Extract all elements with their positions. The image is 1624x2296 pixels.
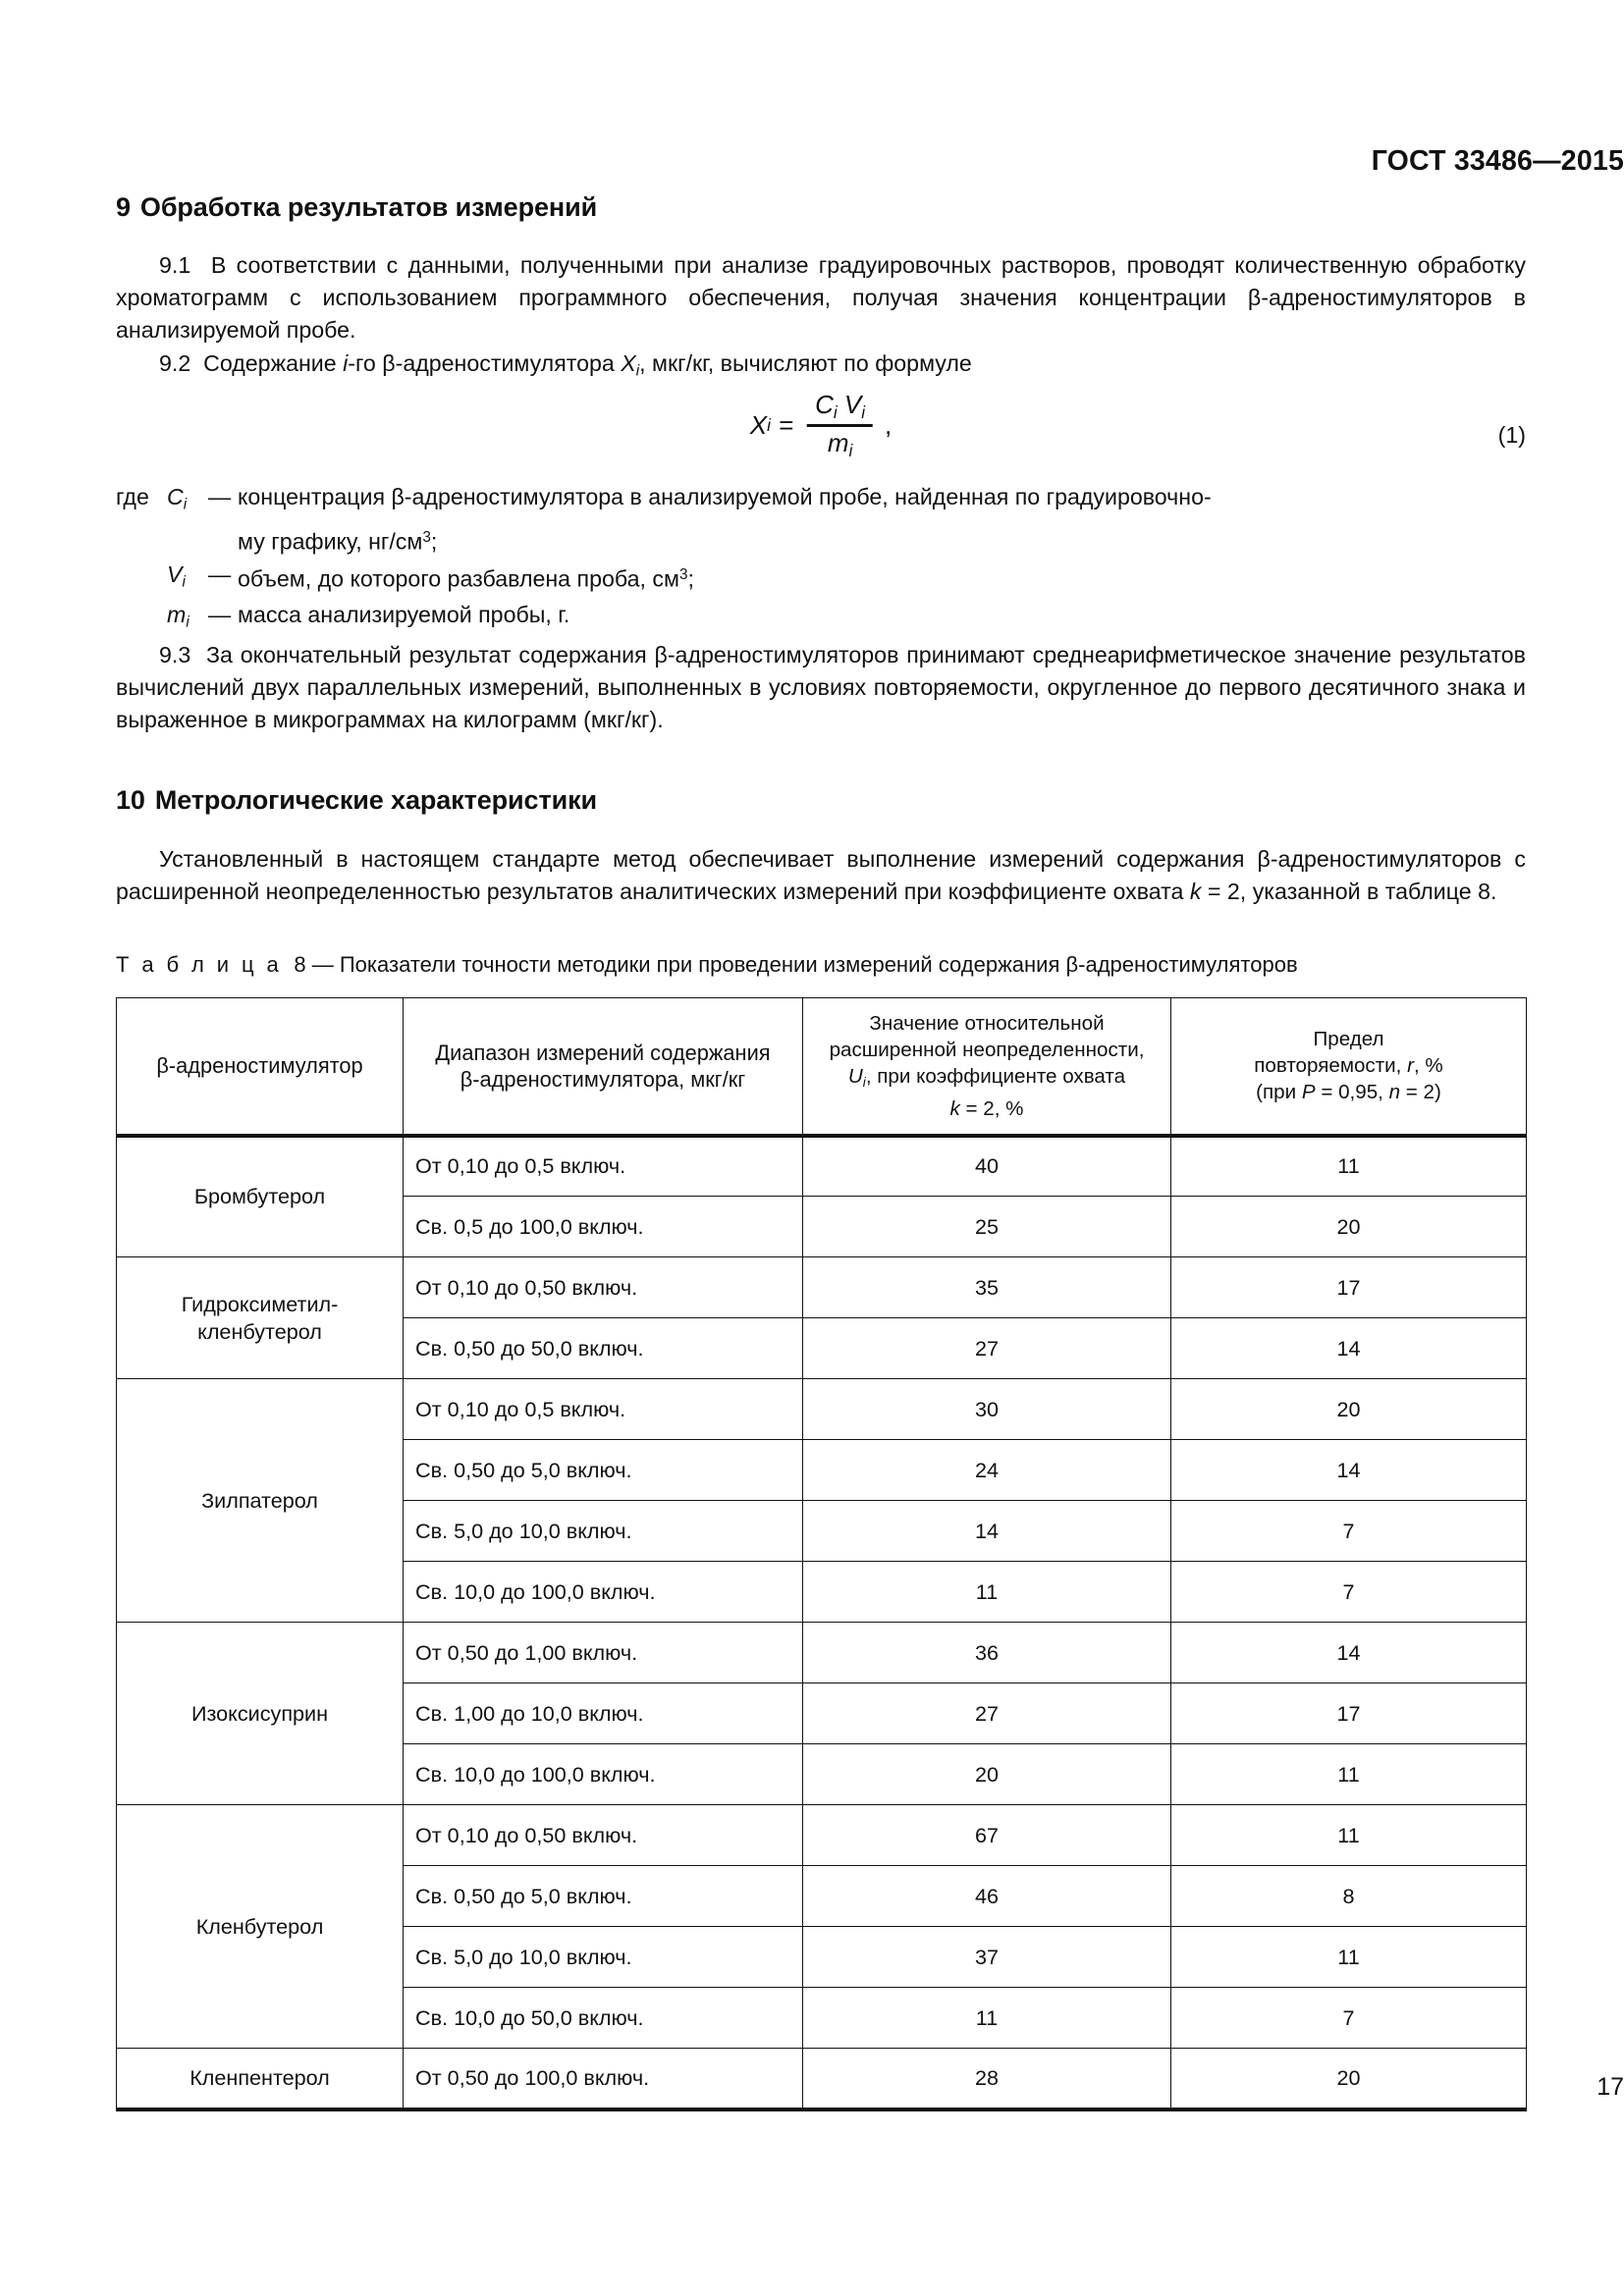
table-cell-repeatability: 14 xyxy=(1171,1318,1527,1379)
table-row xyxy=(117,1136,1527,1197)
table-cell-uncertainty: 11 xyxy=(803,1562,1171,1623)
where-lead: где xyxy=(116,484,149,510)
where-dash-m: — xyxy=(208,601,232,627)
table-row xyxy=(117,1379,1527,1440)
paragraph-9-3 xyxy=(116,639,1526,737)
table-cell-uncertainty: 36 xyxy=(803,1623,1171,1683)
table-header-repeatability-line2a: повторяемости, xyxy=(1254,1054,1408,1078)
table-cell-range: Св. 0,50 до 5,0 включ. xyxy=(404,1866,803,1927)
table-cell-repeatability: 17 xyxy=(1171,1683,1527,1744)
formula-m-subscript: i xyxy=(848,441,853,461)
formula-fraction xyxy=(807,391,873,460)
table-cell-range: Св. 10,0 до 100,0 включ. xyxy=(404,1562,803,1623)
where-item-m xyxy=(116,599,1526,639)
paragraph-9-2-text-b: -го β-адреностимулятора xyxy=(348,349,622,376)
where-symbol-v-subscript: i xyxy=(182,573,186,591)
table-header-repeatability-line3b: = 0,95, xyxy=(1315,1081,1389,1104)
table-cell-range: Св. 5,0 до 10,0 включ. xyxy=(404,1501,803,1562)
where-symbol-v-letter: V xyxy=(167,561,183,588)
table-row xyxy=(117,1623,1527,1683)
table-cell-repeatability: 20 xyxy=(1171,1379,1527,1440)
table-caption-dash: — xyxy=(311,951,334,977)
table-cell-repeatability: 7 xyxy=(1171,1501,1527,1562)
table-cell-repeatability: 14 xyxy=(1171,1440,1527,1501)
table-header-symbol-p: P xyxy=(1301,1081,1316,1104)
analyte-name-line2: кленбутерол xyxy=(197,1318,322,1344)
table-cell-repeatability: 11 xyxy=(1171,1744,1527,1805)
formula-row xyxy=(116,387,1526,481)
formula-v-subscript: i xyxy=(861,402,866,423)
table-cell-uncertainty: 67 xyxy=(803,1805,1171,1866)
table-8 xyxy=(116,997,1527,2111)
symbol-x-subscript: i xyxy=(635,362,640,380)
table-cell-analyte: Бромбутерол xyxy=(117,1136,404,1257)
where-symbol-c-letter: C xyxy=(167,484,184,510)
table-cell-range: От 0,10 до 0,50 включ. xyxy=(404,1805,803,1866)
page-number: 17 xyxy=(1597,2073,1624,2101)
table-header-uncertainty-line4: = 2, % xyxy=(959,1096,1024,1120)
where-item-v xyxy=(116,559,1526,599)
where-block xyxy=(116,481,1526,638)
table-header-symbol-r: r xyxy=(1407,1054,1414,1078)
table-cell-analyte xyxy=(117,1257,404,1379)
paragraph-9-1 xyxy=(116,249,1526,347)
table-cell-repeatability: 14 xyxy=(1171,1623,1527,1683)
section-10-heading xyxy=(116,785,1526,816)
table-cell-range: От 0,10 до 0,5 включ. xyxy=(404,1379,803,1440)
table-header-repeatability-line3a: (при xyxy=(1256,1081,1302,1104)
table-cell-repeatability: 11 xyxy=(1171,1136,1527,1197)
table-8-body xyxy=(117,1136,1527,2109)
table-cell-repeatability: 7 xyxy=(1171,1988,1527,2049)
analyte-name-line1: Гидроксиметил- xyxy=(181,1291,339,1316)
table-cell-repeatability: 11 xyxy=(1171,1805,1527,1866)
table-header-range-line2: β-адреностимулятора, мкг/кг xyxy=(460,1066,746,1092)
where-definition-v-text: объем, до которого разбавлена проба, см xyxy=(238,565,679,592)
where-symbol-m-subscript: i xyxy=(186,614,189,631)
symbol-k: k xyxy=(1189,879,1202,905)
formula-trailing-comma: , xyxy=(885,410,893,441)
table-cell-range: Св. 0,50 до 5,0 включ. xyxy=(404,1440,803,1501)
table-caption-number: 8 xyxy=(294,951,306,977)
where-definition-v-semicolon: ; xyxy=(687,565,694,592)
table-cell-uncertainty: 46 xyxy=(803,1866,1171,1927)
where-continuation-text: му графику, нг/см xyxy=(238,528,423,555)
table-cell-repeatability: 7 xyxy=(1171,1562,1527,1623)
table-cell-range: От 0,10 до 0,50 включ. xyxy=(404,1257,803,1318)
table-cell-uncertainty: 35 xyxy=(803,1257,1171,1318)
paragraph-9-1-number: 9.1 xyxy=(159,252,191,278)
formula-number: (1) xyxy=(1497,422,1526,449)
table-header-repeatability-line1: Предел xyxy=(1313,1028,1384,1051)
table-header-uncertainty-line1: Значение относительной xyxy=(869,1011,1105,1035)
formula-1 xyxy=(750,391,893,460)
table-header-symbol-n: n xyxy=(1388,1081,1401,1104)
table-row xyxy=(117,1805,1527,1866)
table-header-analyte: β-адреностимулятор xyxy=(117,997,404,1136)
table-cell-analyte: Кленпентерол xyxy=(117,2049,404,2109)
table-cell-range: Св. 0,50 до 50,0 включ. xyxy=(404,1318,803,1379)
table-cell-repeatability: 11 xyxy=(1171,1927,1527,1988)
paragraph-9-2 xyxy=(116,347,1526,388)
where-symbol-c-subscript: i xyxy=(183,496,188,513)
section-9-heading xyxy=(116,192,1526,223)
page-content xyxy=(116,0,1526,2111)
table-cell-range: От 0,50 до 1,00 включ. xyxy=(404,1623,803,1683)
where-continuation-superscript: 3 xyxy=(422,529,431,547)
table-row xyxy=(117,1257,1527,1318)
table-caption xyxy=(116,950,1526,980)
symbol-x: X xyxy=(621,349,636,376)
formula-lhs: X xyxy=(749,410,768,441)
table-cell-uncertainty: 30 xyxy=(803,1379,1171,1440)
table-header-range xyxy=(404,997,803,1136)
where-symbol-v xyxy=(167,559,208,599)
table-cell-analyte: Кленбутерол xyxy=(117,1805,404,2049)
where-definition-v-superscript: 3 xyxy=(678,566,688,584)
table-cell-uncertainty: 40 xyxy=(803,1136,1171,1197)
where-dash-v: — xyxy=(208,561,232,588)
table-header-row xyxy=(117,997,1527,1136)
table-cell-uncertainty: 27 xyxy=(803,1683,1171,1744)
section-9-number: 9 xyxy=(116,192,131,222)
where-symbol-m xyxy=(167,599,208,639)
paragraph-10-1 xyxy=(116,843,1526,908)
table-cell-uncertainty: 20 xyxy=(803,1744,1171,1805)
table-cell-range: От 0,10 до 0,5 включ. xyxy=(404,1136,803,1197)
table-cell-uncertainty: 24 xyxy=(803,1440,1171,1501)
where-definition-c-continuation xyxy=(116,521,1526,559)
paragraph-10-1-text-a: Установленный в настоящем стандарте метод обеспечивает выполнение измерений содержания β-адреностимуляторов с расширенной неопределенностью результатов аналитических измерений при коэффициенте охвата xyxy=(116,846,1526,905)
formula-v: V xyxy=(843,390,862,420)
table-row xyxy=(117,2049,1527,2109)
table-header-symbol-k: k xyxy=(949,1096,960,1120)
where-continuation-semicolon: ; xyxy=(430,528,438,555)
table-cell-uncertainty: 11 xyxy=(803,1988,1171,2049)
table-header-symbol-u-subscript: i xyxy=(862,1074,866,1090)
running-head: ГОСТ 33486—2015 xyxy=(1371,145,1624,177)
paragraph-10-1-text-b: = 2, указанной в таблице 8. xyxy=(1201,879,1497,905)
table-cell-repeatability: 8 xyxy=(1171,1866,1527,1927)
table-header-symbol-u: U xyxy=(847,1064,863,1088)
formula-denominator xyxy=(820,427,860,460)
table-cell-repeatability: 20 xyxy=(1171,1197,1527,1257)
table-header-repeatability-line2b: , % xyxy=(1413,1054,1443,1078)
formula-lhs-subscript: i xyxy=(767,415,771,436)
table-caption-text: Показатели точности методики при проведении измерений содержания β-адреностимуляторов xyxy=(339,951,1298,977)
table-header-range-line1: Диапазон измерений содержания xyxy=(435,1040,771,1065)
table-cell-uncertainty: 14 xyxy=(803,1501,1171,1562)
table-cell-range: Св. 10,0 до 50,0 включ. xyxy=(404,1988,803,2049)
where-symbol-c xyxy=(167,481,208,521)
where-dash-c: — xyxy=(208,484,232,510)
table-8-head xyxy=(117,997,1527,1136)
formula-c-subscript: i xyxy=(833,402,838,423)
table-cell-uncertainty: 37 xyxy=(803,1927,1171,1988)
paragraph-9-2-number: 9.2 xyxy=(159,349,191,376)
table-cell-uncertainty: 27 xyxy=(803,1318,1171,1379)
where-item-c xyxy=(116,481,1526,521)
section-10-title: Метрологические характеристики xyxy=(154,785,597,816)
table-cell-repeatability: 20 xyxy=(1171,2049,1527,2109)
formula-equals: = xyxy=(778,410,794,441)
table-header-uncertainty xyxy=(803,997,1171,1136)
where-definition-v xyxy=(238,559,1526,596)
table-cell-uncertainty: 28 xyxy=(803,2049,1171,2109)
paragraph-9-3-number: 9.3 xyxy=(159,641,191,667)
table-header-repeatability xyxy=(1171,997,1527,1136)
table-caption-label: Т а б л и ц а xyxy=(116,951,283,977)
table-cell-range: Св. 0,5 до 100,0 включ. xyxy=(404,1197,803,1257)
table-cell-analyte: Зилпатерол xyxy=(117,1379,404,1623)
where-symbol-m-letter: m xyxy=(167,601,187,627)
index-i-italic: i xyxy=(343,349,349,376)
table-cell-repeatability: 17 xyxy=(1171,1257,1527,1318)
table-header-uncertainty-line2: расширенной неопределенности, xyxy=(829,1038,1145,1061)
paragraph-9-3-text: За окончательный результат содержания β-адреностимуляторов принимают среднеарифметическое значение результатов вычислений двух параллельных измерений, выполненных в условиях повторяемости, округленное до первого десятичного знака и выраженное в микрограммах на килограмм (мкг/кг). xyxy=(116,641,1526,732)
table-cell-uncertainty: 25 xyxy=(803,1197,1171,1257)
formula-m: m xyxy=(827,427,849,457)
table-cell-range: От 0,50 до 100,0 включ. xyxy=(404,2049,803,2109)
paragraph-9-2-text-a: Содержание xyxy=(203,349,344,376)
formula-c: C xyxy=(815,390,834,420)
table-header-repeatability-line3c: = 2) xyxy=(1400,1081,1441,1104)
table-header-uncertainty-line3: , при коэффициенте охвата xyxy=(865,1064,1126,1088)
section-9-title: Обработка результатов измерений xyxy=(139,192,598,222)
where-definition-m: масса анализируемой пробы, г. xyxy=(238,601,570,627)
where-definition-c: концентрация β-адреностимулятора в анализируемой пробе, найденная по градуировочно- xyxy=(238,484,1212,510)
paragraph-9-1-text: В соответствии с данными, полученными при анализе градуировочных растворов, проводят количественную обработку хроматограмм с использованием программного обеспечения, получая значения концентрации β-адреностимуляторов в анализируемой пробе. xyxy=(116,252,1527,344)
table-cell-range: Св. 5,0 до 10,0 включ. xyxy=(404,1927,803,1988)
paragraph-9-2-text-c: , мкг/кг, вычисляют по формуле xyxy=(639,349,972,376)
formula-numerator xyxy=(807,391,873,424)
table-cell-range: Св. 10,0 до 100,0 включ. xyxy=(404,1744,803,1805)
section-10-number: 10 xyxy=(116,785,145,816)
table-cell-range: Св. 1,00 до 10,0 включ. xyxy=(404,1683,803,1744)
table-cell-analyte: Изоксисуприн xyxy=(117,1623,404,1805)
